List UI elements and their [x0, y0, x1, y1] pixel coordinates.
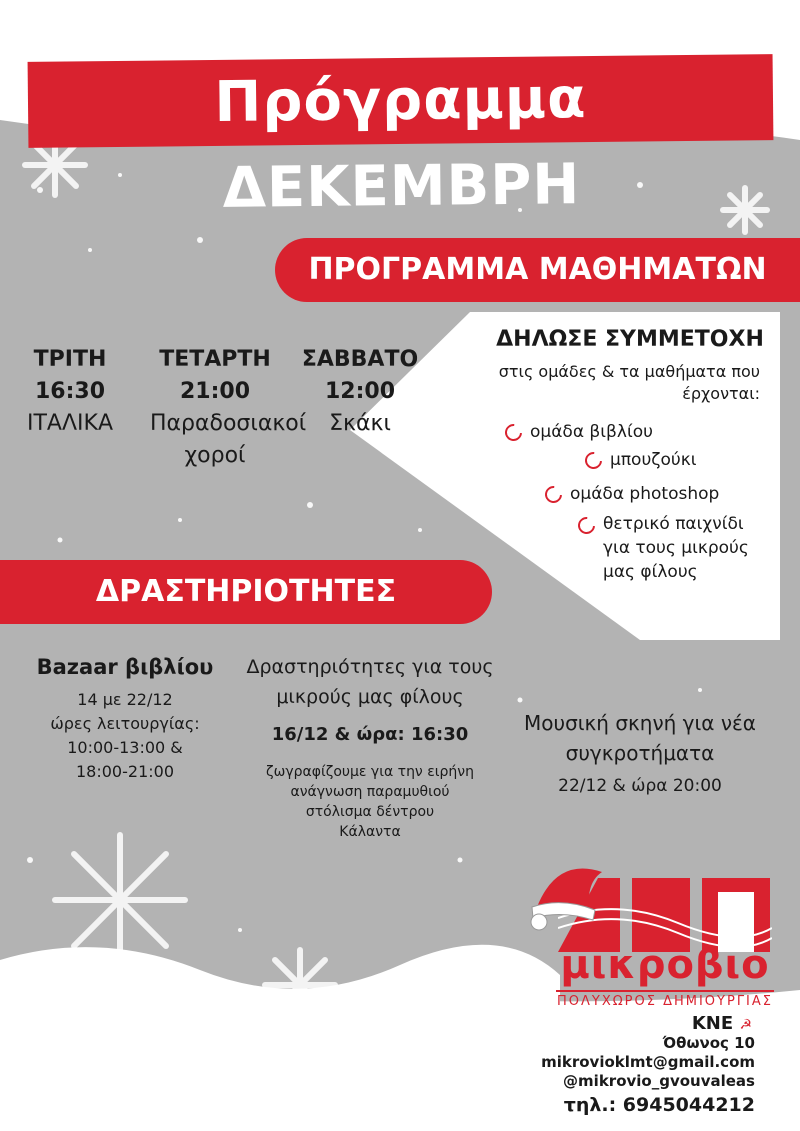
- music-when: 22/12 & ώρα 20:00: [558, 776, 722, 796]
- page-title: Πρόγραμμα ΔΕΚΕΜΒΡΗ: [28, 54, 774, 148]
- lesson-subject: Παραδοσιακοί χοροί: [150, 411, 307, 468]
- bazaar-title: Bazaar βιβλίου: [36, 655, 214, 679]
- signup-option: [545, 482, 719, 506]
- signup-option-label: ομάδα βιβλίου: [530, 422, 653, 442]
- contact-phone: τηλ.: 6945044212: [563, 1094, 755, 1116]
- lesson-day: ΣΑΒΒΑΤΟ: [301, 347, 419, 372]
- signup-option-label: μπουζούκι: [610, 450, 697, 470]
- bazaar-hours2: 18:00-21:00: [76, 762, 174, 781]
- circle-icon: [502, 420, 526, 444]
- lesson-tuesday: [10, 344, 130, 440]
- kids-when: 16/12 & ώρα: 16:30: [271, 724, 469, 745]
- signup-option: [585, 448, 697, 472]
- bazaar-hours1: 10:00-13:00 &: [67, 738, 183, 757]
- logo-subtitle: ΠΟΛΥΧΩΡΟΣ ΔΗΜΙΟΥΡΓΙΑΣ: [556, 990, 774, 1009]
- kids-title: Δραστηριότητες για τους μικρούς μας φίλους: [246, 656, 494, 708]
- signup-option: [578, 512, 768, 584]
- signup-subtitle: στις ομάδες & τα μαθήματα που έρχονται:: [498, 362, 760, 403]
- santa-hat-icon: [527, 852, 617, 932]
- bazaar-dates: 14 με 22/12: [77, 690, 173, 709]
- circle-icon: [542, 482, 566, 506]
- lesson-time: 12:00: [324, 379, 396, 404]
- lesson-subject: ΙΤΑΛΙΚΑ: [27, 411, 113, 436]
- music-title: Μουσική σκηνή για νέα συγκροτήματα: [524, 711, 756, 765]
- lesson-wednesday: [130, 344, 307, 472]
- lesson-saturday: [290, 344, 430, 440]
- hammer-sickle-icon: ☭: [739, 1017, 752, 1033]
- signup-option: [505, 420, 653, 444]
- contact-social: @mikrovio_gvouvaleas: [563, 1072, 755, 1090]
- activities-heading: ΔΡΑΣΤΗΡΙΟΤΗΤΕΣ: [0, 560, 492, 624]
- lesson-day: ΤΡΙΤΗ: [33, 347, 107, 372]
- activity-music: [505, 708, 775, 798]
- org-name: ΚΝΕ: [691, 1013, 734, 1034]
- activity-kids: [245, 652, 495, 842]
- activity-bazaar: [10, 652, 240, 784]
- lesson-time: 16:30: [34, 379, 106, 404]
- lesson-day: ΤΕΤΑΡΤΗ: [159, 347, 271, 372]
- logo-word: μικροβιο: [560, 942, 770, 988]
- contact-email: mikrovioklmt@gmail.com: [541, 1053, 755, 1071]
- signup-option-label: θετρικό παιχνίδι για τους μικρούς μας φίλους: [603, 514, 749, 582]
- lesson-subject: Σκάκι: [329, 411, 391, 436]
- org-label: [600, 1013, 752, 1034]
- contact-address: Όθωνος 10: [662, 1034, 755, 1052]
- lessons-heading: ΠΡΟΓΡΑΜΜΑ ΜΑΘΗΜΑΤΩΝ: [275, 238, 800, 302]
- kids-item: στόλισμα δέντρου: [305, 804, 435, 820]
- kids-item: ζωγραφίζουμε για την ειρήνη: [266, 764, 474, 780]
- circle-icon: [582, 448, 606, 472]
- bazaar-hours-label: ώρες λειτουργίας:: [50, 714, 200, 733]
- kids-item: Κάλαντα: [339, 824, 401, 840]
- signup-title: ΔΗΛΩΣΕ ΣΥΜΜΕΤΟΧΗ: [496, 327, 764, 352]
- lesson-time: 21:00: [179, 379, 251, 404]
- signup-option-label: ομάδα photoshop: [570, 484, 720, 504]
- circle-icon: [575, 514, 599, 538]
- kids-item: ανάγνωση παραμυθιού: [290, 784, 450, 800]
